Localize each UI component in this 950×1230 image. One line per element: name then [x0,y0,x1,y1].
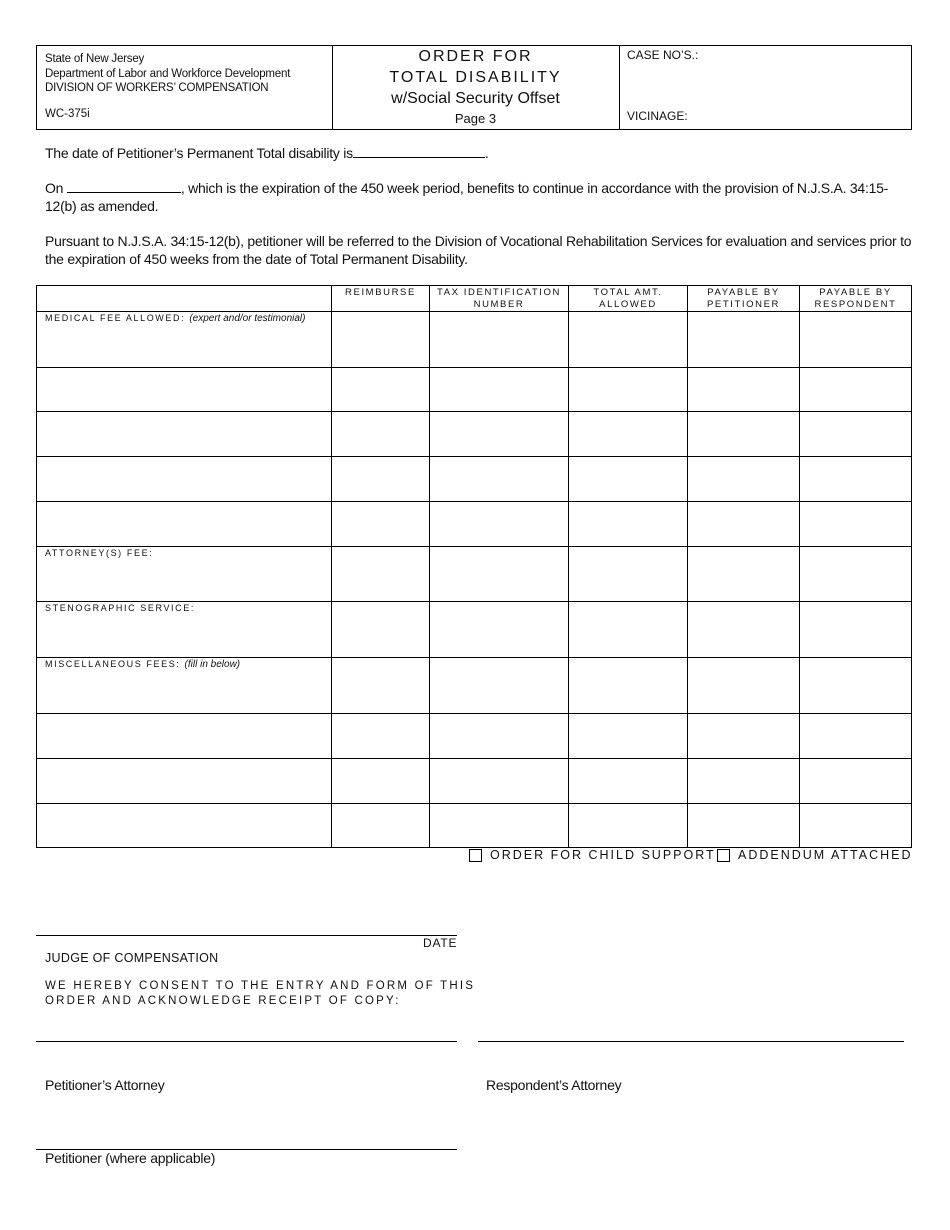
stenographic-label: STENOGRAPHIC SERVICE: [45,603,195,613]
fee-row-attorney [37,547,912,602]
judge-signature-line[interactable] [36,935,457,936]
fee-table-header-row [37,286,912,312]
fee-cell[interactable] [430,312,569,368]
fee-cell[interactable] [332,502,430,547]
respondent-attorney-label: Respondent’s Attorney [486,1077,622,1093]
consent-statement [45,979,475,1008]
expiration-paragraph [45,179,915,215]
fee-row-misc-blank [37,714,912,759]
form-title-line3: w/Social Security Offset [391,90,560,107]
form-title-line1: ORDER FOR [418,48,533,65]
medical-fee-label: MEDICAL FEE ALLOWED: [45,313,186,323]
fee-cell[interactable] [688,457,800,502]
agency-cell [37,46,333,129]
fee-cell[interactable] [430,714,569,759]
fee-cell[interactable] [688,368,800,412]
fee-row-label-cell[interactable] [37,759,332,804]
header-total-allowed: TOTAL AMT. ALLOWED [569,286,688,312]
fee-cell[interactable] [688,547,800,602]
fee-cell[interactable] [800,759,912,804]
misc-fee-label: MISCELLANEOUS FEES: [45,659,181,669]
referral-paragraph: Pursuant to N.J.S.A. 34:15-12(b), petitioner will be referred to the Division of Vocational Rehabilitation Services for evaluation and services prior to the expiration of 450 weeks from the date of Total Permanent Disability. [45,233,912,267]
fee-cell[interactable] [688,658,800,714]
fee-cell[interactable] [569,714,688,759]
fee-row-stenographic [37,602,912,658]
fee-cell[interactable] [800,312,912,368]
addendum-option[interactable] [717,848,913,862]
fee-cell[interactable] [800,368,912,412]
attorney-fee-label: ATTORNEY(S) FEE: [45,548,154,558]
fee-cell[interactable] [688,312,800,368]
petitioner-label: Petitioner (where applicable) [45,1150,216,1166]
fee-cell[interactable] [800,502,912,547]
fee-cell[interactable] [688,759,800,804]
fee-cell[interactable] [569,602,688,658]
disability-date-period: . [484,145,489,161]
fee-row-label-cell[interactable] [37,658,332,714]
expiration-text: , which is the expiration of the 450 week period, benefits to continue in accordance with the provision of N.J.S.A. 34:15-12(b) as amended. [45,180,889,214]
fee-cell[interactable] [332,602,430,658]
fee-cell[interactable] [332,368,430,412]
fee-cell[interactable] [430,412,569,457]
fee-cell[interactable] [430,658,569,714]
fee-cell[interactable] [569,412,688,457]
fee-cell[interactable] [332,547,430,602]
fee-cell[interactable] [800,602,912,658]
fee-cell[interactable] [430,547,569,602]
fee-cell[interactable] [800,412,912,457]
fee-row-medical-blank [37,368,912,412]
date-label: DATE [423,936,458,950]
medical-fee-note: (expert and/or testimonial) [189,313,306,324]
consent-line2: ORDER AND ACKNOWLEDGE RECEIPT OF COPY: [45,994,401,1007]
fee-row-label-cell[interactable] [37,412,332,457]
agency-block [45,52,290,96]
fee-cell[interactable] [688,714,800,759]
fee-row-misc-blank [37,759,912,804]
fee-row-medical-blank [37,457,912,502]
fee-table [36,285,912,848]
form-header [36,45,912,130]
header-reimburse: REIMBURSE [332,286,430,312]
header-payable-respondent: PAYABLE BY RESPONDENT [800,286,912,312]
row-label-container [37,312,331,324]
fee-cell[interactable] [332,457,430,502]
fee-cell[interactable] [332,658,430,714]
fee-row-miscellaneous [37,658,912,714]
fee-cell[interactable] [430,457,569,502]
fee-cell[interactable] [332,804,430,848]
fee-cell[interactable] [569,759,688,804]
expiration-on: On [45,180,64,196]
fee-row-label-cell[interactable] [37,368,332,412]
fee-row-label-cell[interactable] [37,312,332,368]
header-payable-petitioner: PAYABLE BY PETITIONER [688,286,800,312]
fee-row-medical-blank [37,502,912,547]
fee-cell[interactable] [569,368,688,412]
fee-cell[interactable] [430,602,569,658]
child-support-option[interactable] [469,848,716,862]
agency-department: Department of Labor and Workforce Development [45,67,291,80]
fee-row-medical [37,312,912,368]
fee-cell[interactable] [430,502,569,547]
case-cell[interactable] [619,46,911,129]
judge-label: JUDGE OF COMPENSATION [45,951,219,965]
fee-cell[interactable] [569,658,688,714]
fee-cell[interactable] [430,759,569,804]
form-number: WC-375i [45,108,90,120]
header-cell-blank [37,286,332,312]
addendum-label: ADDENDUM ATTACHED [738,848,913,862]
fee-cell[interactable] [800,804,912,848]
case-numbers-label: CASE NO’S.: [627,48,699,62]
disability-date-blank[interactable] [353,145,485,158]
fee-row-label-cell[interactable] [37,457,332,502]
disability-date-text: The date of Petitioner’s Permanent Total disability is [45,145,353,161]
fee-cell[interactable] [569,547,688,602]
fee-row-label-cell[interactable] [37,602,332,658]
fee-row-label-cell[interactable] [37,714,332,759]
row-label-container [37,658,331,670]
fee-cell[interactable] [430,368,569,412]
header-tax-id: TAX IDENTIFICATION NUMBER [430,286,569,312]
fee-cell[interactable] [569,502,688,547]
fee-cell[interactable] [332,312,430,368]
misc-fee-note: (fill in below) [184,659,241,670]
fee-cell[interactable] [569,804,688,848]
child-support-label: ORDER FOR CHILD SUPPORT [490,848,716,862]
fee-cell[interactable] [800,658,912,714]
agency-state: State of New Jersey [45,53,145,65]
vicinage-label: VICINAGE: [627,109,688,123]
disability-date-paragraph [45,144,915,162]
addendum-checkbox[interactable] [717,849,730,862]
title-cell [332,46,620,129]
agency-division: DIVISION OF WORKERS’ COMPENSATION [45,82,269,94]
petitioner-attorney-label: Petitioner’s Attorney [45,1077,165,1093]
fee-cell[interactable] [688,804,800,848]
fee-cell[interactable] [430,804,569,848]
form-title-line2: TOTAL DISABILITY [389,69,562,86]
child-support-checkbox[interactable] [469,849,482,862]
fee-cell[interactable] [332,714,430,759]
consent-line1: WE HEREBY CONSENT TO THE ENTRY AND FORM OF THIS [45,980,476,992]
fee-row-label-cell[interactable] [37,547,332,602]
fee-cell[interactable] [688,412,800,457]
fee-cell[interactable] [800,714,912,759]
petitioner-attorney-signature-line[interactable] [36,1041,457,1042]
expiration-date-blank[interactable] [67,180,181,193]
fee-cell[interactable] [569,312,688,368]
fee-cell[interactable] [800,547,912,602]
respondent-attorney-signature-line[interactable] [478,1041,904,1042]
fee-cell[interactable] [800,457,912,502]
fee-cell[interactable] [332,759,430,804]
fee-row-misc-blank [37,804,912,848]
fee-cell[interactable] [569,457,688,502]
fee-cell[interactable] [332,412,430,457]
page-label: Page 3 [454,111,497,126]
fee-cell[interactable] [688,602,800,658]
fee-row-label-cell[interactable] [37,502,332,547]
fee-cell[interactable] [688,502,800,547]
fee-row-label-cell[interactable] [37,804,332,848]
fee-row-medical-blank [37,412,912,457]
